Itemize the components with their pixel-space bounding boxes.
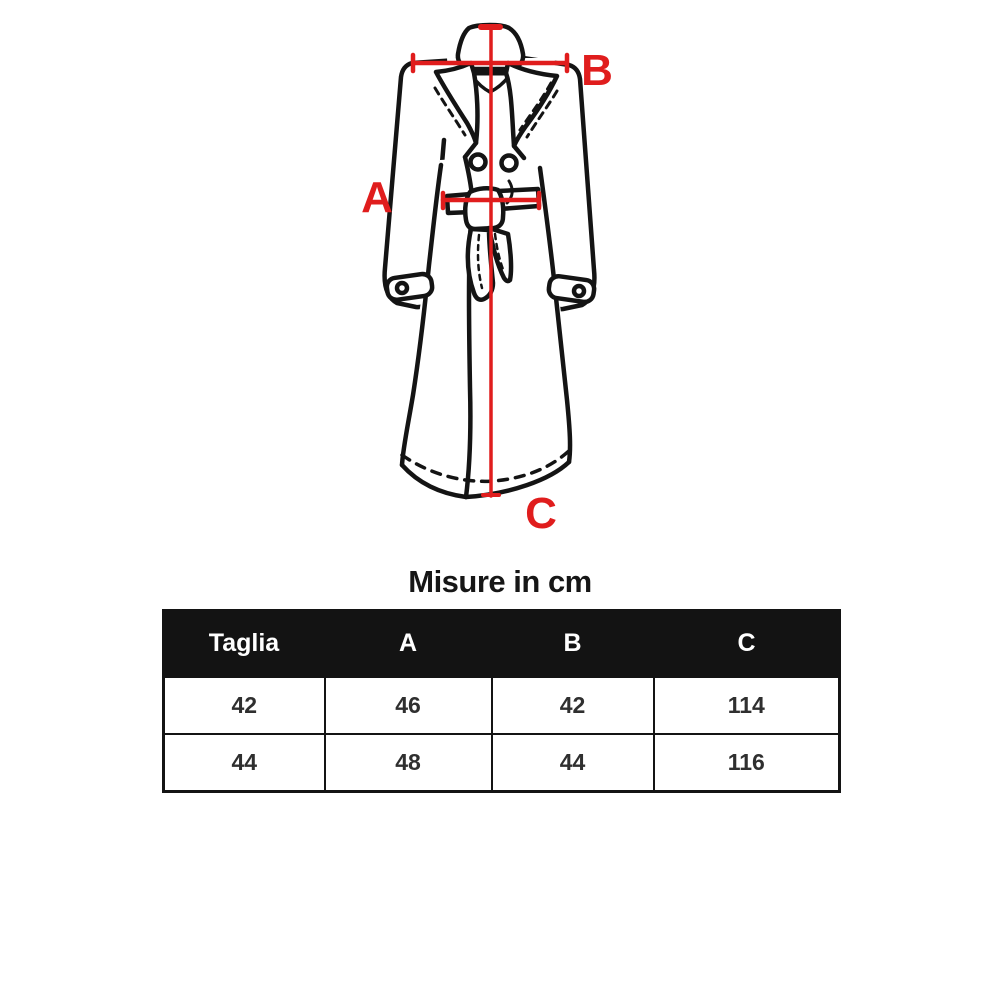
belt-knot xyxy=(465,188,503,229)
cell-b: 44 xyxy=(492,734,654,792)
column-header-b: B xyxy=(492,611,654,677)
measure-label-b: B xyxy=(581,46,613,95)
size-row-44 xyxy=(164,734,840,792)
size-table-header-row xyxy=(164,611,840,677)
left-cuff xyxy=(386,273,434,301)
cell-a: 46 xyxy=(325,677,492,735)
right-cuff xyxy=(548,275,596,303)
column-header-a: A xyxy=(325,611,492,677)
size-table xyxy=(162,609,841,793)
belt-tie-front xyxy=(468,229,493,300)
cell-taglia: 42 xyxy=(164,677,325,735)
size-row-42 xyxy=(164,677,840,735)
measure-label-c: C xyxy=(525,489,557,538)
cell-b: 42 xyxy=(492,677,654,735)
size-guide-title: Misure in cm xyxy=(408,564,592,599)
cell-c: 114 xyxy=(654,677,840,735)
cell-a: 48 xyxy=(325,734,492,792)
column-header-c: C xyxy=(654,611,840,677)
button-left xyxy=(471,155,486,170)
cell-taglia: 44 xyxy=(164,734,325,792)
cell-c: 116 xyxy=(654,734,840,792)
measure-label-a: A xyxy=(361,173,393,222)
column-header-taglia: Taglia xyxy=(164,611,325,677)
button-right xyxy=(502,156,517,171)
